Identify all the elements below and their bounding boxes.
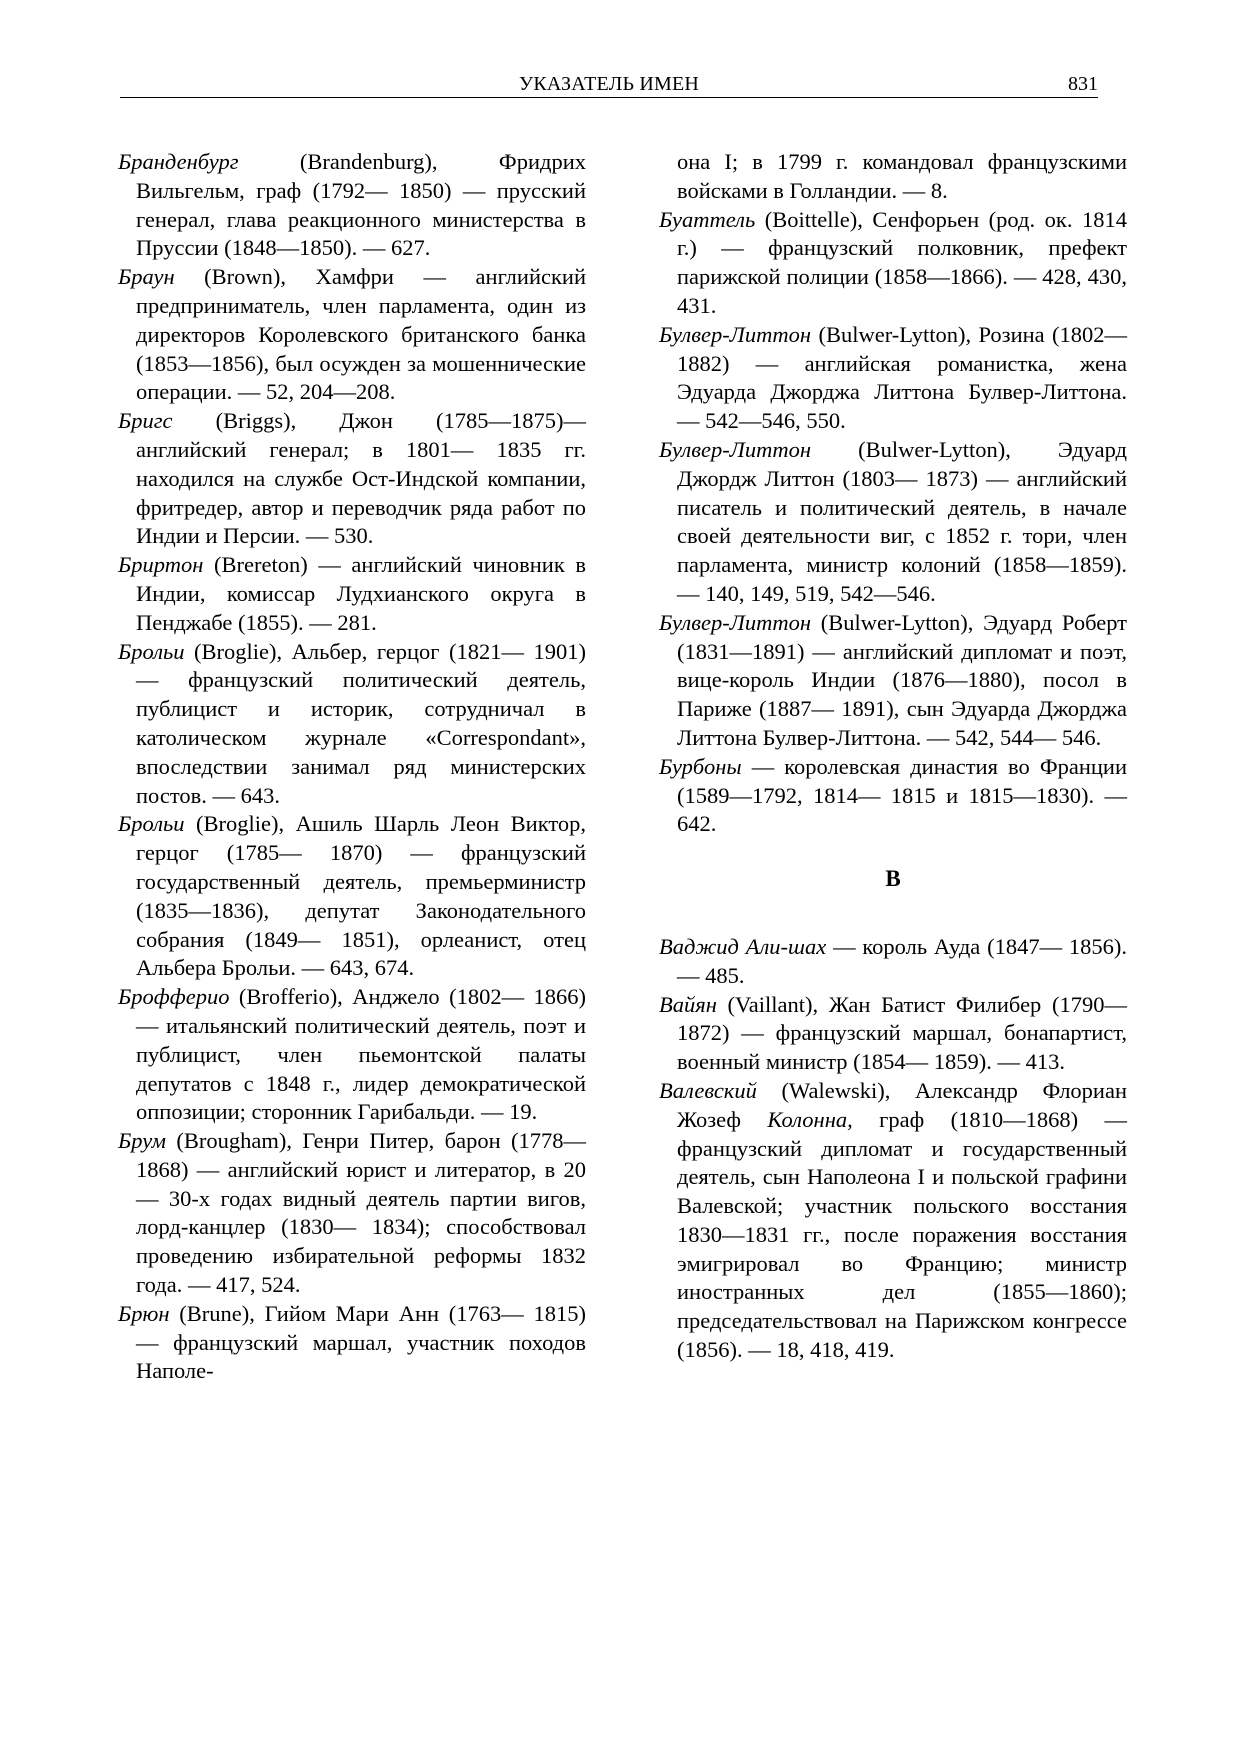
entry-text: (Brougham), Генри Питер, барон (1778—1868) — английский юрист и литератор, в 20— 30-х годах видный деятель партии вигов, лорд-канцлер (1830— 1834); способствовал проведению избирательной реформы 1832 года. — 417, 524. bbox=[136, 1128, 586, 1298]
entry-text: (Brune), Гийом Мари Анн (1763— 1815) — французский маршал, участник походов Наполе- bbox=[136, 1300, 586, 1384]
index-entry bbox=[118, 638, 586, 811]
index-entry bbox=[118, 263, 586, 407]
entry-alt-name: Колонна, bbox=[767, 1106, 853, 1132]
entry-text: (Broglie), Альбер, герцог (1821— 1901) — французский политический деятель, публицист и историк, сотрудничал в католическом журнале «Correspondant», впоследствии занимал ряд министерских постов. — 643. bbox=[136, 638, 586, 808]
entry-text: (Boittelle), Сенфорьен (род. ок. 1814 г.) — французский полковник, префект парижской полиции (1858—1866). — 428, 430, 431. bbox=[677, 206, 1127, 318]
entry-name: Бригс bbox=[118, 408, 173, 434]
entry-name: Бриртон bbox=[118, 552, 204, 578]
right-column bbox=[659, 148, 1127, 1365]
index-entry bbox=[659, 321, 1127, 436]
running-header bbox=[120, 73, 1098, 97]
entry-text: (Brereton) — английский чиновник в Индии, комиссар Лудхианского округа в Пенджабе (1855). — 281. bbox=[136, 552, 586, 635]
index-entry bbox=[118, 1127, 586, 1300]
entry-text: (Briggs), Джон (1785—1875)— английский генерал; в 1801— 1835 гг. находился на службе Ост-Индской компании, фритредер, автор и переводчик ряда работ по Индии и Персии. — 530. bbox=[136, 408, 586, 549]
section-letter-heading: В bbox=[885, 866, 901, 892]
index-entry bbox=[118, 551, 586, 637]
entry-text: (Walewski), Александр Флориан Жозеф bbox=[677, 1077, 1127, 1132]
entry-name: Брольи bbox=[118, 638, 185, 664]
entry-text: (Brofferio), Анджело (1802— 1866) — итальянский политический деятель, поэт и публицист, член пьемонтской палаты депутатов с 1848 г., лидер демократической оппозиции; сторонник Гарибальди. — 19. bbox=[136, 984, 586, 1125]
entry-name: Буаттель bbox=[659, 206, 756, 232]
index-entry bbox=[659, 609, 1127, 753]
index-entry bbox=[659, 1077, 1127, 1365]
index-entry bbox=[118, 983, 586, 1127]
entry-name: Брюн bbox=[118, 1300, 170, 1326]
entry-text: граф (1810—1868) — французский дипломат и государственный деятель, сын Наполеона I и польской графини Валевской; участник польского восстания 1830—1831 гг., после поражения восстания эмигрировал во Францию; министр иностранных дел (1855—1860); председательствовал на Парижском конгрессе (1856). — 18, 418, 419. bbox=[677, 1106, 1128, 1363]
entry-name: Вайян bbox=[659, 991, 717, 1017]
entry-name: Булвер-Литтон bbox=[659, 321, 812, 347]
header-rule bbox=[120, 97, 1098, 98]
entry-name: Бурбоны bbox=[659, 753, 742, 779]
index-entry bbox=[659, 753, 1127, 839]
entry-text: (Vaillant), Жан Батист Филибер (1790—1872) — французский маршал, бонапартист, военный министр (1854— 1859). — 413. bbox=[677, 991, 1127, 1075]
index-entry bbox=[659, 933, 1127, 991]
entry-text: — королевская династия во Франции (1589—1792, 1814— 1815 и 1815—1830). — 642. bbox=[677, 753, 1127, 837]
entry-name: Ваджид Али-шах bbox=[659, 933, 827, 959]
entry-name: Брум bbox=[118, 1128, 167, 1154]
entry-continuation: она I; в 1799 г. командовал французскими войсками в Голландии. — 8. bbox=[677, 149, 1127, 203]
entry-name: Булвер-Литтон bbox=[659, 609, 812, 635]
index-entry bbox=[659, 206, 1127, 321]
page-number: 831 bbox=[1068, 73, 1098, 95]
entry-text: — король Ауда (1847— 1856). — 485. bbox=[677, 933, 1127, 988]
index-entry bbox=[118, 148, 586, 263]
index-entry bbox=[659, 991, 1127, 1077]
entry-name: Браун bbox=[118, 264, 175, 290]
entry-name: Булвер-Литтон bbox=[659, 436, 812, 462]
entry-text: (Bulwer-Lytton), Эдуард Джордж Литтон (1803— 1873) — английский писатель и политический деятель, в начале своей деятельности виг, с 1852 г. тори, член парламента, министр колоний (1858—1859). — 140, 149, 519, 542—546. bbox=[677, 436, 1127, 606]
entry-name: Брофферио bbox=[118, 984, 230, 1010]
entry-text: (Bulwer-Lytton), Розина (1802—1882) — английская романистка, жена Эдуарда Джорджа Литтона Булвер-Литтона. — 542—546, 550. bbox=[677, 321, 1127, 434]
entry-name: Брольи bbox=[118, 811, 185, 837]
entry-text: (Brandenburg), Фридрих Вильгельм, граф (1792— 1850) — прусский генерал, глава реакционного министерства в Пруссии (1848—1850). — 627. bbox=[136, 149, 586, 261]
index-entry bbox=[118, 810, 586, 983]
index-entry bbox=[118, 407, 586, 551]
left-column bbox=[118, 148, 586, 1386]
running-header-title: УКАЗАТЕЛЬ ИМЕН bbox=[518, 73, 700, 95]
entry-text: (Broglie), Ашиль Шарль Леон Виктор, герцог (1785— 1870) — французский государственный деятель, премьерминистр (1835—1836), депутат Законодательного собрания (1849— 1851), орлеанист, отец Альбера Брольи. — 643, 674. bbox=[136, 811, 586, 981]
entry-text: (Brown), Хамфри — английский предприниматель, член парламента, один из директоров Королевского британского банка (1853—1856), был осужден за мошеннические операции. — 52, 204—208. bbox=[136, 264, 586, 405]
index-entry bbox=[659, 436, 1127, 609]
entry-name: Бранденбург bbox=[118, 149, 239, 174]
entry-name: Валевский bbox=[659, 1077, 757, 1103]
index-entry bbox=[118, 1300, 586, 1386]
entry-text: (Bulwer-Lytton), Эдуард Роберт (1831—1891) — английский дипломат и поэт, вице-король Индии (1876—1880), посол в Париже (1887— 1891), сын Эдуарда Джорджа Литтона Булвер-Литтона. — 542, 544— 546. bbox=[677, 609, 1127, 750]
